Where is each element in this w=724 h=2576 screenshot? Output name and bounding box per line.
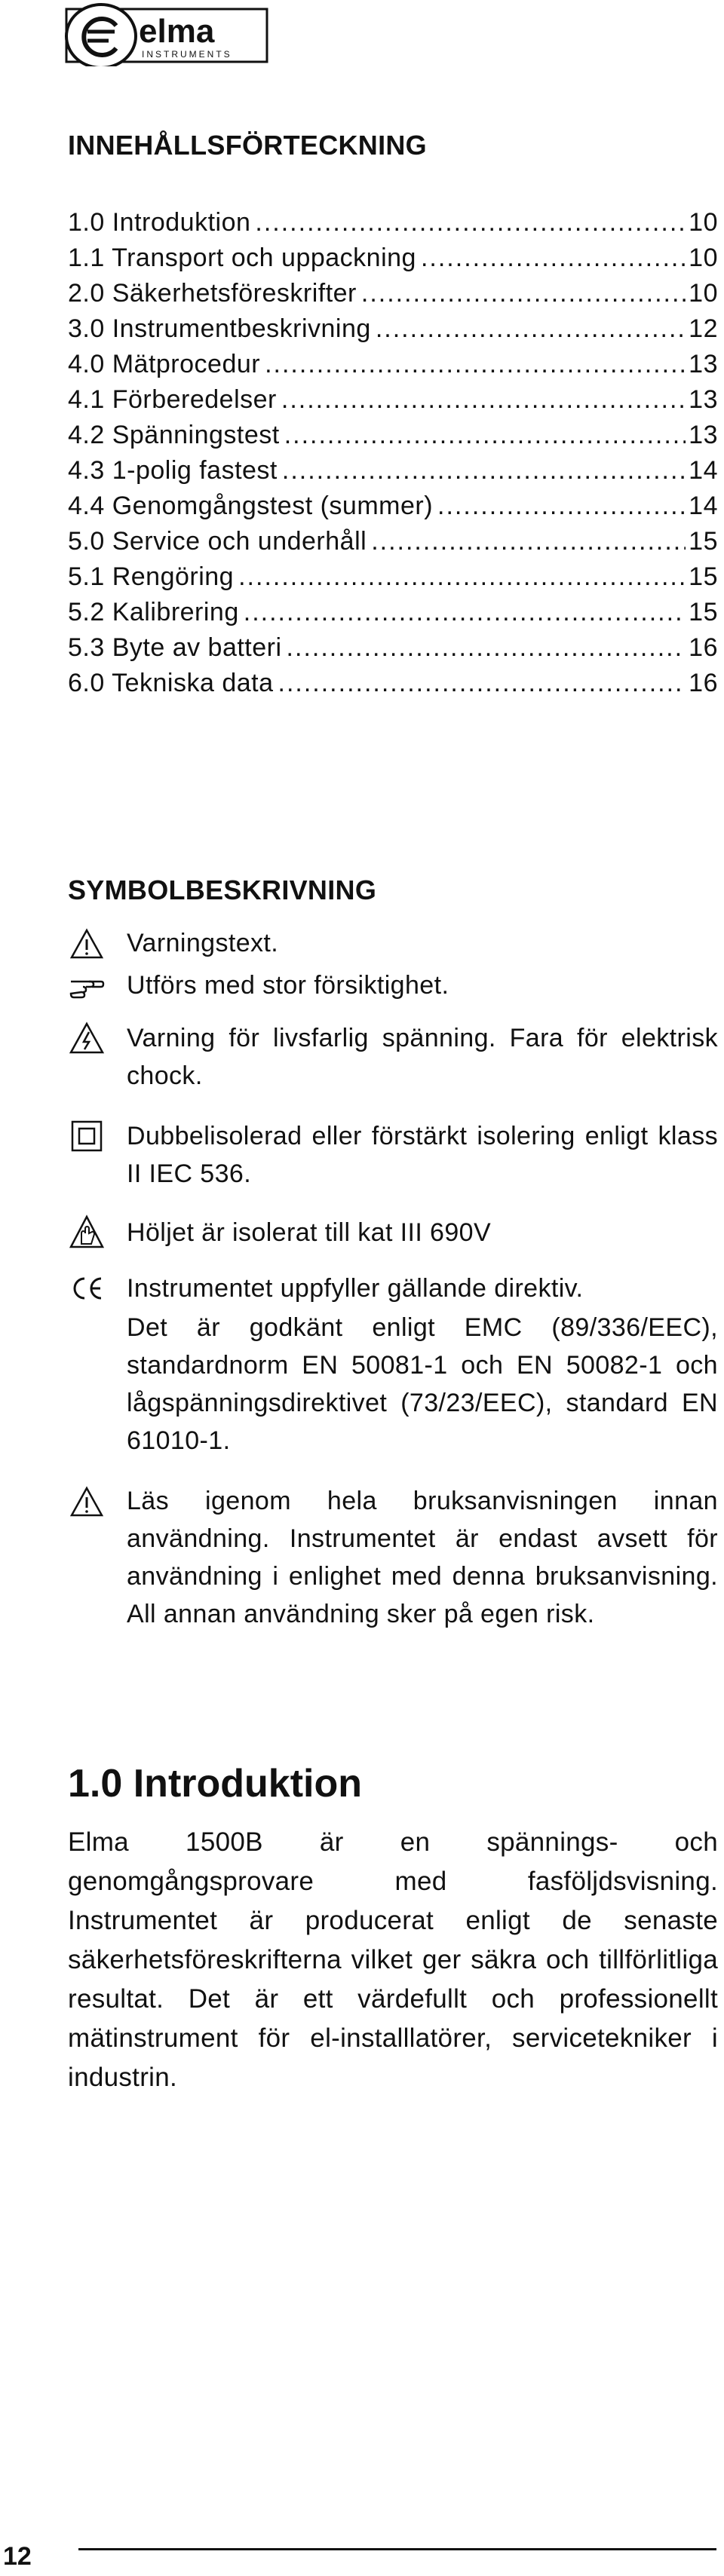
toc-entry-page: 15 (689, 562, 718, 591)
toc-entry (68, 633, 718, 669)
symbol-text: Varning för livsfarlig spänning. Fara för elektrisk chock. (127, 1024, 718, 1090)
symbol-text: Dubbelisolerad eller förstärkt isolering enligt klass II IEC 536. (127, 1122, 718, 1188)
toc-entry-label: 5.2 Kalibrering (68, 598, 239, 626)
symbol-text: Varningstext. (127, 929, 279, 957)
toc-entry-label: 6.0 Tekniska data (68, 669, 274, 697)
toc-entry (68, 314, 718, 350)
toc-entry-label: 5.3 Byte av batteri (68, 633, 282, 662)
toc-entry-label: 4.3 1-polig fastest (68, 456, 278, 485)
toc-entry-page: 12 (689, 314, 718, 343)
toc-entry-label: 1.0 Introduktion (68, 208, 251, 237)
toc-leader-dots (437, 492, 686, 521)
toc-entry (68, 492, 718, 527)
intro-body: Elma 1500B är en spännings- och genomgångsprovare med fasföljdsvisning. Instrumentet är producerat enligt de senaste säkerhetsföreskrifterna vilket ger säkra och tillförlitliga resultat. Det är ett värdefullt och professionellt mätinstrument för el-installlatörer, servicetekniker i industrin. (68, 1827, 718, 2092)
toc-entry (68, 562, 718, 598)
toc-entry-label: 5.0 Service och underhåll (68, 527, 367, 556)
symbol-text: Höljet är isolerat till kat III 690V (127, 1218, 492, 1247)
toc-entry-page: 10 (689, 244, 718, 272)
toc-entry-label: 4.2 Spänningstest (68, 421, 280, 449)
toc-leader-dots (376, 314, 686, 344)
toc-entry-page: 15 (689, 527, 718, 556)
toc-leader-dots (278, 669, 686, 698)
warning-triangle-icon (68, 924, 106, 962)
toc-entry-page: 15 (689, 598, 718, 626)
warning-triangle-icon (68, 1482, 106, 1520)
toc-entry-label: 4.0 Mätprocedur (68, 350, 261, 378)
toc-entry-page: 14 (689, 456, 718, 485)
ce-mark-icon (68, 1270, 106, 1307)
toc-leader-dots (282, 456, 686, 485)
double-insulation-icon (68, 1117, 106, 1155)
toc-entry-page: 13 (689, 350, 718, 378)
toc-entry-label: 4.4 Genomgångstest (summer) (68, 492, 434, 520)
logo-text: elma (139, 13, 215, 50)
toc-entry-label: 4.1 Förberedelser (68, 385, 277, 414)
logo-subtext: INSTRUMENTS (142, 49, 232, 60)
toc-entry (68, 456, 718, 492)
high-voltage-triangle-icon (68, 1019, 106, 1057)
toc-entry-page: 13 (689, 421, 718, 449)
toc-leader-dots (371, 527, 686, 556)
toc-entry (68, 208, 718, 244)
toc-leader-dots (244, 598, 686, 627)
toc-entry (68, 279, 718, 314)
page-number: 12 (3, 2542, 32, 2571)
toc-entry-page: 10 (689, 279, 718, 308)
toc-leader-dots (421, 244, 686, 273)
table-of-contents (68, 208, 718, 704)
toc-entry-page: 16 (689, 633, 718, 662)
toc-entry (68, 385, 718, 421)
toc-leader-dots (265, 350, 686, 379)
toc-entry-page: 16 (689, 669, 718, 697)
insulated-hand-icon (68, 1214, 106, 1251)
toc-entry (68, 669, 718, 704)
toc-entry (68, 350, 718, 385)
toc-entry (68, 244, 718, 279)
toc-entry-page: 13 (689, 385, 718, 414)
pointing-hand-icon (68, 966, 106, 1004)
toc-entry (68, 527, 718, 562)
toc-entry-label: 3.0 Instrumentbeskrivning (68, 314, 371, 343)
toc-leader-dots (255, 208, 686, 237)
toc-entry-label: 2.0 Säkerhetsföreskrifter (68, 279, 357, 308)
symbol-text: Instrumentet uppfyller gällande direktiv. (127, 1274, 584, 1303)
elma-logo (65, 3, 268, 66)
toc-entry-page: 14 (689, 492, 718, 520)
toc-leader-dots (281, 385, 686, 415)
symbols-title: SYMBOLBESKRIVNING (68, 874, 377, 905)
toc-entry (68, 421, 718, 456)
intro-heading: 1.0 Introduktion (68, 1762, 362, 1806)
toc-title: INNEHÅLLSFÖRTECKNING (68, 130, 427, 161)
toc-leader-dots (284, 421, 686, 450)
symbol-text-continued: Det är godkänt enligt EMC (89/336/EEC), standardnorm EN 50081-1 och EN 50082-1 och lågspänningsdirektivet (73/23/EEC), standard EN 61010-1. (127, 1313, 718, 1455)
toc-leader-dots (361, 279, 686, 308)
toc-leader-dots (287, 633, 686, 663)
toc-entry-page: 10 (689, 208, 718, 237)
symbol-text: Läs igenom hela bruksanvisningen innan användning. Instrumentet är endast avsett för användning i enlighet med denna bruksanvisning. All annan användning sker på egen risk. (127, 1487, 718, 1628)
toc-leader-dots (238, 562, 686, 592)
toc-entry-label: 5.1 Rengöring (68, 562, 235, 591)
symbol-text: Utförs med stor försiktighet. (127, 971, 449, 1000)
toc-entry-label: 1.1 Transport och uppackning (68, 244, 416, 272)
footer-rule (78, 2548, 716, 2550)
toc-entry (68, 598, 718, 633)
